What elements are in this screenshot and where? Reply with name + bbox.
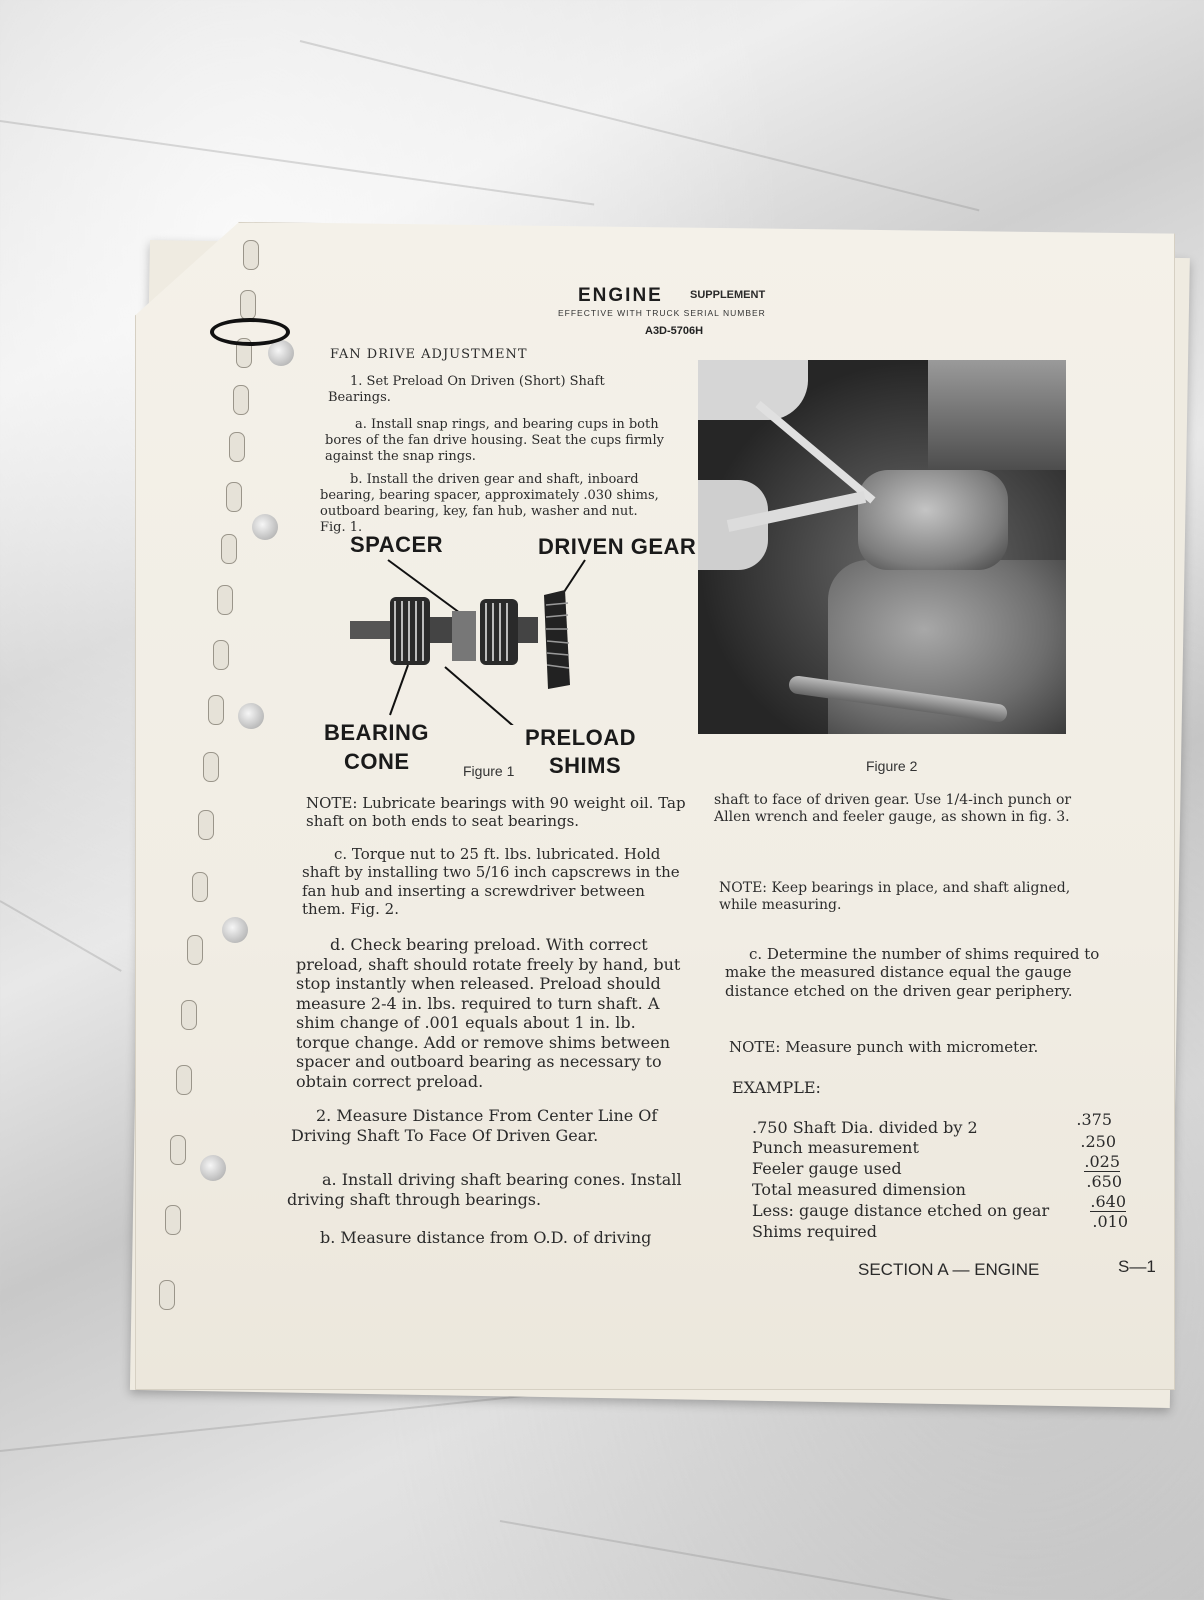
header-serial: A3D-5706H — [645, 325, 704, 337]
punch-hole — [268, 340, 294, 366]
example-title: EXAMPLE: — [732, 1078, 821, 1097]
example-value: .010 — [1092, 1212, 1128, 1231]
example-value: .640 — [1090, 1192, 1126, 1211]
example-label: Feeler gauge used — [752, 1159, 902, 1178]
binding-hole — [170, 1135, 186, 1165]
figure-2-caption: Figure 2 — [866, 758, 918, 774]
label-cone: CONE — [344, 749, 410, 774]
label-spacer: SPACER — [350, 532, 444, 557]
binding-hole — [198, 810, 214, 840]
example-value: .025 — [1084, 1152, 1120, 1171]
label-preload: PRELOAD — [525, 725, 637, 750]
binding-hole — [213, 640, 229, 670]
step-1d: d. Check bearing preload. With correct preload, shaft should rotate freely by hand, but stop instantly when released. Preload should measure 2-4 in. lbs. required to turn shaft. A shim change of .001 equals about 1 in. lb. torque change. Add or remove shims between spacer and outboard bearing as necessary to obtain correct preload. — [296, 935, 681, 1091]
screwdriver — [755, 401, 875, 504]
binding-hole — [217, 585, 233, 615]
step-2c: c. Determine the number of shims required to make the measured distance equal the gauge distance etched on the driven gear periphery. — [725, 945, 1100, 1000]
step-2b: b. Measure distance from O.D. of driving — [320, 1228, 652, 1247]
step-1c: c. Torque nut to 25 ft. lbs. lubricated. Hold shaft by installing two 5/16 inch capscrews in the fan hub and inserting a screwdriver between them. Fig. 2. — [302, 845, 680, 918]
binding-hole — [176, 1065, 192, 1095]
header-title: ENGINE — [578, 285, 663, 306]
example-label: Total measured dimension — [752, 1180, 966, 1199]
figure-1-caption: Figure 1 — [463, 763, 515, 779]
step-1: 1. Set Preload On Driven (Short) Shaft Bearings. — [328, 374, 605, 405]
section-title: FAN DRIVE ADJUSTMENT — [330, 347, 528, 362]
marble-vein — [500, 1520, 1190, 1600]
label-driven-gear: DRIVEN GEAR — [538, 534, 697, 559]
header-supplement: SUPPLEMENT — [690, 289, 766, 301]
label-bearing: BEARING — [324, 720, 429, 745]
step-1a: a. Install snap rings, and bearing cups in both bores of the fan drive housing. Seat the cups firmly against the snap rings. — [325, 417, 664, 464]
binding-hole — [203, 752, 219, 782]
marble-vein — [0, 120, 594, 205]
marble-vein — [300, 40, 980, 211]
note-keep-bearings: NOTE: Keep bearings in place, and shaft aligned, while measuring. — [719, 880, 1071, 914]
binding-hole — [243, 240, 259, 270]
figure-2-photo — [698, 360, 1066, 734]
step-2b-continued: shaft to face of driven gear. Use 1/4-inch punch or Allen wrench and feeler gauge, as shown in fig. 3. — [714, 792, 1072, 826]
binding-hole — [181, 1000, 197, 1030]
step-2: 2. Measure Distance From Center Line Of Driving Shaft To Face Of Driven Gear. — [291, 1106, 658, 1145]
binding-hole — [165, 1205, 181, 1235]
example-value: .250 — [1080, 1132, 1116, 1151]
binding-hole — [159, 1280, 175, 1310]
example-label: Less: gauge distance etched on gear — [752, 1201, 1050, 1220]
binding-hole — [240, 290, 256, 320]
punch-hole — [200, 1155, 226, 1181]
example-label: Shims required — [752, 1222, 877, 1241]
label-shims: SHIMS — [549, 753, 622, 778]
binding-hole — [221, 534, 237, 564]
note-micrometer: NOTE: Measure punch with micrometer. — [729, 1038, 1039, 1056]
example-label: Punch measurement — [752, 1138, 919, 1157]
step-1b: b. Install the driven gear and shaft, inboard bearing, bearing spacer, approximately .030 shims, outboard bearing, key, fan hub, washer and nut. Fig. 1. — [320, 472, 659, 535]
hand-left — [698, 360, 808, 420]
fan-drive-housing — [858, 470, 1008, 570]
marble-vein — [0, 900, 122, 972]
example-label: .750 Shaft Dia. divided by 2 — [752, 1118, 978, 1137]
binding-hole — [233, 385, 249, 415]
punch-hole — [252, 514, 278, 540]
binding-cord — [210, 318, 290, 346]
example-value: .650 — [1086, 1172, 1122, 1191]
punch-hole — [238, 703, 264, 729]
header-effective: EFFECTIVE WITH TRUCK SERIAL NUMBER — [558, 308, 766, 318]
punch-hole — [222, 917, 248, 943]
note-lubricate: NOTE: Lubricate bearings with 90 weight oil. Tap shaft on both ends to seat bearings. — [306, 794, 686, 831]
binding-hole — [208, 695, 224, 725]
background-machinery — [928, 360, 1066, 470]
page-number: S—1 — [1118, 1257, 1156, 1276]
section-footer: SECTION A — ENGINE — [858, 1260, 1040, 1279]
binding-hole — [229, 432, 245, 462]
binding-hole — [187, 935, 203, 965]
example-value: .375 — [1076, 1110, 1112, 1129]
binding-hole — [226, 482, 242, 512]
gear-shaft-illustration — [340, 555, 600, 725]
binding-hole — [192, 872, 208, 902]
step-2a: a. Install driving shaft bearing cones. Install driving shaft through bearings. — [287, 1170, 682, 1209]
